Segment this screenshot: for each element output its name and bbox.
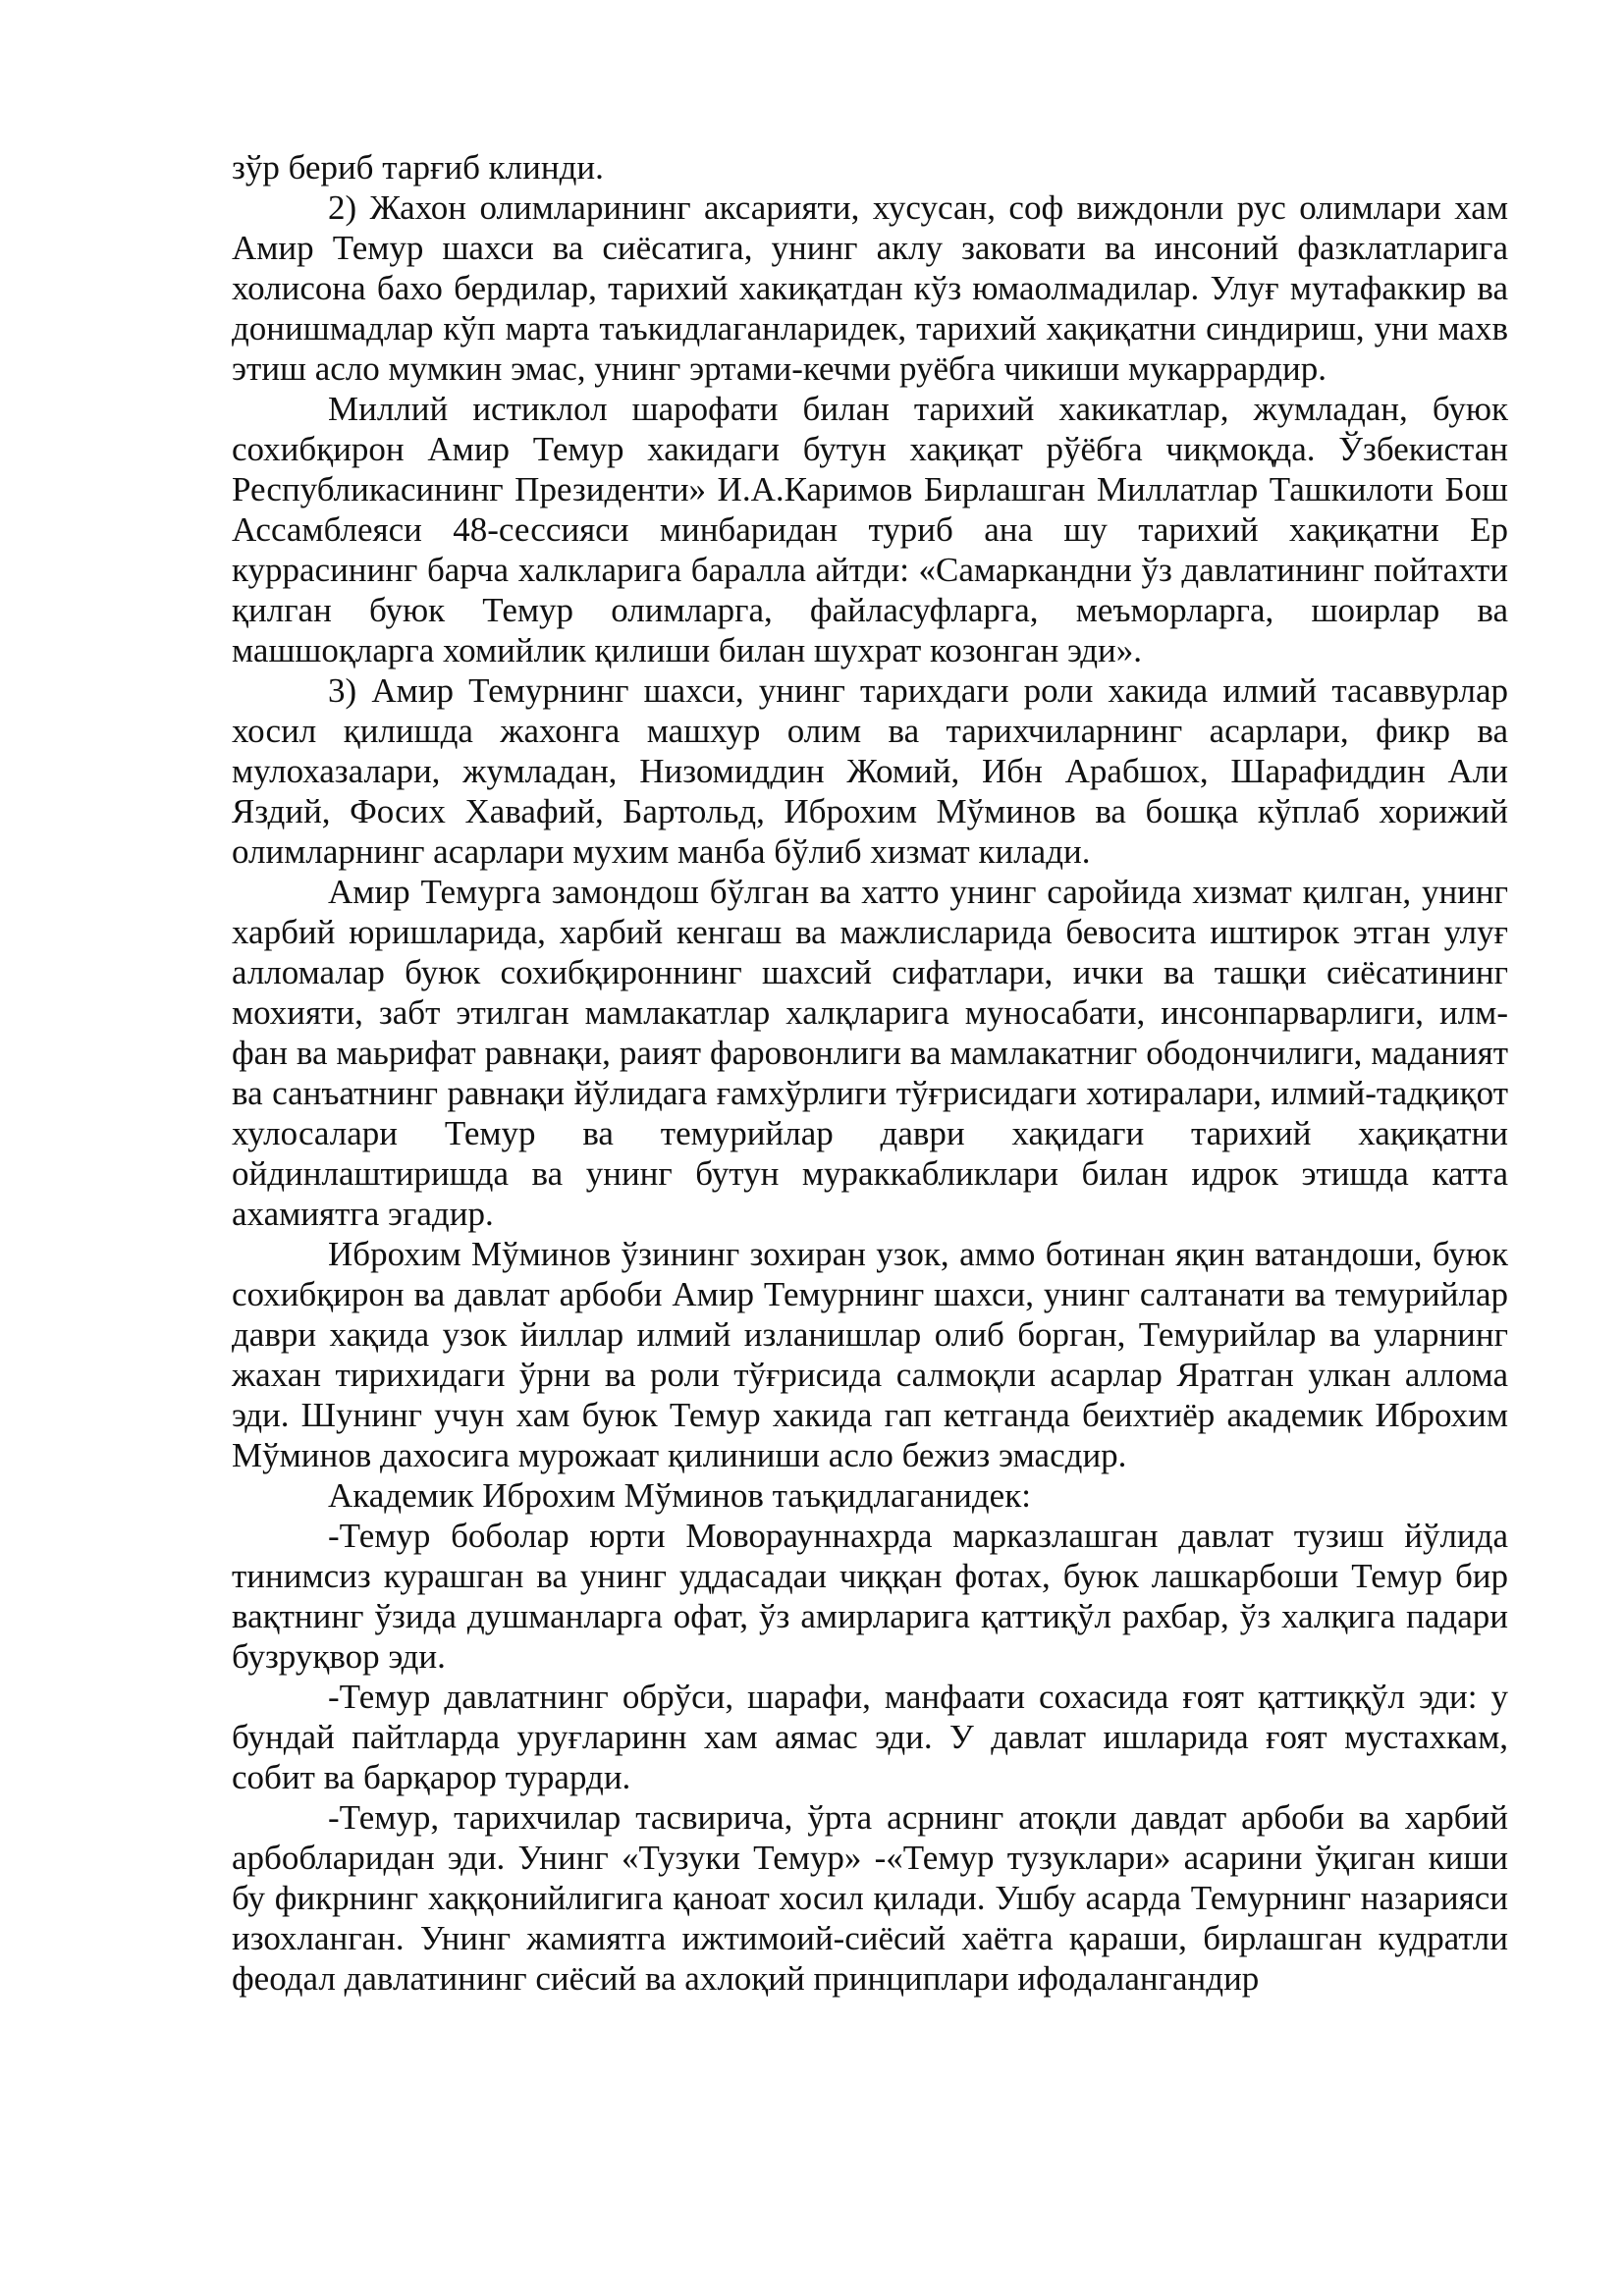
paragraph-5: Амир Темурга замондош бўлган ва хатто унинг саройида хизмат қилган, унинг харбий юришларида, харбий кенгаш ва мажлисларида бевосита иштирок этган улуғ алломалар буюк сохибқироннинг шахсий сифатлари, ички ва ташқи сиёсатининг мохияти, забт этилган мамлакатлар халқларига муносабати, инсонпарварлиги, илм-фан ва маьрифат равнақи, раият фаровонлиги ва мамлакатниг ободончилиги, маданият ва санъатнинг равнақи йўлидага ғамхўрлиги тўғрисидаги хотиралари, илмий-тадқиқот хулосалари Темур ва темурийлар даври хақидаги тарихий хақиқатни ойдинлаштиришда ва унинг бутун мураккабликлари билан идрок этишда катта ахамиятга эгадир. (232, 873, 1508, 1233)
paragraph-9: -Темур давлатнинг обрўси, шарафи, манфаати сохасида ғоят қаттиққўл эди: у бундай пайтларда уруғларинн хам аямас эди. У давлат ишларида ғоят мустахкам, собит ва барқарор турарди. (232, 1678, 1508, 1796)
paragraph-8: -Темур боболар юрти Моворауннахрда марказлашган давлат тузиш йўлида тинимсиз курашган ва унинг уддасадаи чиққан фотах, буюк лашкарбоши Темур бир вақтнинг ўзида душманларга офат, ўз амирларига қаттиқўл рахбар, ўз халқига падари бузруқвор эди. (232, 1517, 1508, 1676)
document-page (232, 147, 1508, 1999)
paragraph-3: Миллий истиклол шарофати билан тарихий хакикатлар, жумладан, буюк сохибқирон Амир Темур хакидаги бутун хақиқат рўёбга чиқмоқда. Ўзбекистан Республикасининг Президенти» И.А.Каримов Бирлашган Миллатлар Ташкилоти Бош Ассамблеяси 48-сессияси минбаридан туриб ана шу тарихий хақиқатни Ер куррасининг барча халкларига баралла айтди: «Самаркандни ўз давлатининг пойтахти қилган буюк Темур олимларга, файласуфларга, меъморларга, шоирлар ва машшоқларга хомийлик қилиши билан шухрат козонган эди». (232, 390, 1508, 669)
paragraph-10: -Темур, тарихчилар тасвиричa, ўрта асрнинг атоқли давдат арбоби ва харбий арбобларидан эди. Унинг «Тузуки Темур» -«Темур тузуклари» асарини ўқиган киши бу фикрнинг хаққонийлигига қаноат хосил қилади. Ушбу асарда Темурнинг назарияси изохланган. Унинг жамиятга ижтимоий-сиёсий хаётга қараши, бирлашган кудратли феодал давлатининг сиёсий ва ахлоқий принциплари ифодалангандир (232, 1798, 1508, 1998)
paragraph-1: зўр бериб тарғиб клинди. (232, 148, 604, 187)
paragraph-4: 3) Амир Темурнинг шахси, унинг тарихдаги роли хакида илмий тасаввурлар хосил қилишда жахонга машхур олим ва тарихчиларнинг асарлари, фикр ва мулохазалари, жумладан, Низомиддин Жомий, Ибн Арабшох, Шарафиддин Али Яздий, Фосих Хавафий, Бартольд, Иброхим Мўминов ва бошқа кўплаб хорижий олимларнинг асарлари мухим манба бўлиб хизмат килади. (232, 671, 1508, 871)
paragraph-2: 2) Жахон олимларининг аксарияти, хусусан, соф виждонли рус олимлари хам Амир Темур шахси ва сиёсатига, унинг аклу заковати ва инсоний фазклатларига холисона бахо бердилар, тарихий хакиқатдан кўз юмаолмадилар. Улуғ мутафаккир ва донишмадлар кўп марта таъкидлаганларидек, тарихий хақиқатни синдириш, уни махв этиш асло мумкин эмас, унинг эртами-кечми руёбга чикиши мукаррардир. (232, 188, 1508, 388)
paragraph-6: Иброхим Мўминов ўзининг зохиран узок, аммо ботинан яқин ватандоши, буюк сохибқирон ва давлат арбоби Амир Темурнинг шахси, унинг салтанати ва темурийлар даври хақида узок йиллар илмий изланишлар олиб борган, Темурийлар ва уларнинг жахан тирихидаги ўрни ва роли тўғрисида салмоқли асарлар Яратган улкан аллома эди. Шунинг учун хам буюк Темур хакида гап кетганда беихтиёр академик Иброхим Мўминов дахосига мурожаат қилиниши асло бежиз эмасдир. (232, 1235, 1508, 1474)
paragraph-7: Академик Иброхим Мўминов таъқидлаганидек: (328, 1476, 1031, 1515)
